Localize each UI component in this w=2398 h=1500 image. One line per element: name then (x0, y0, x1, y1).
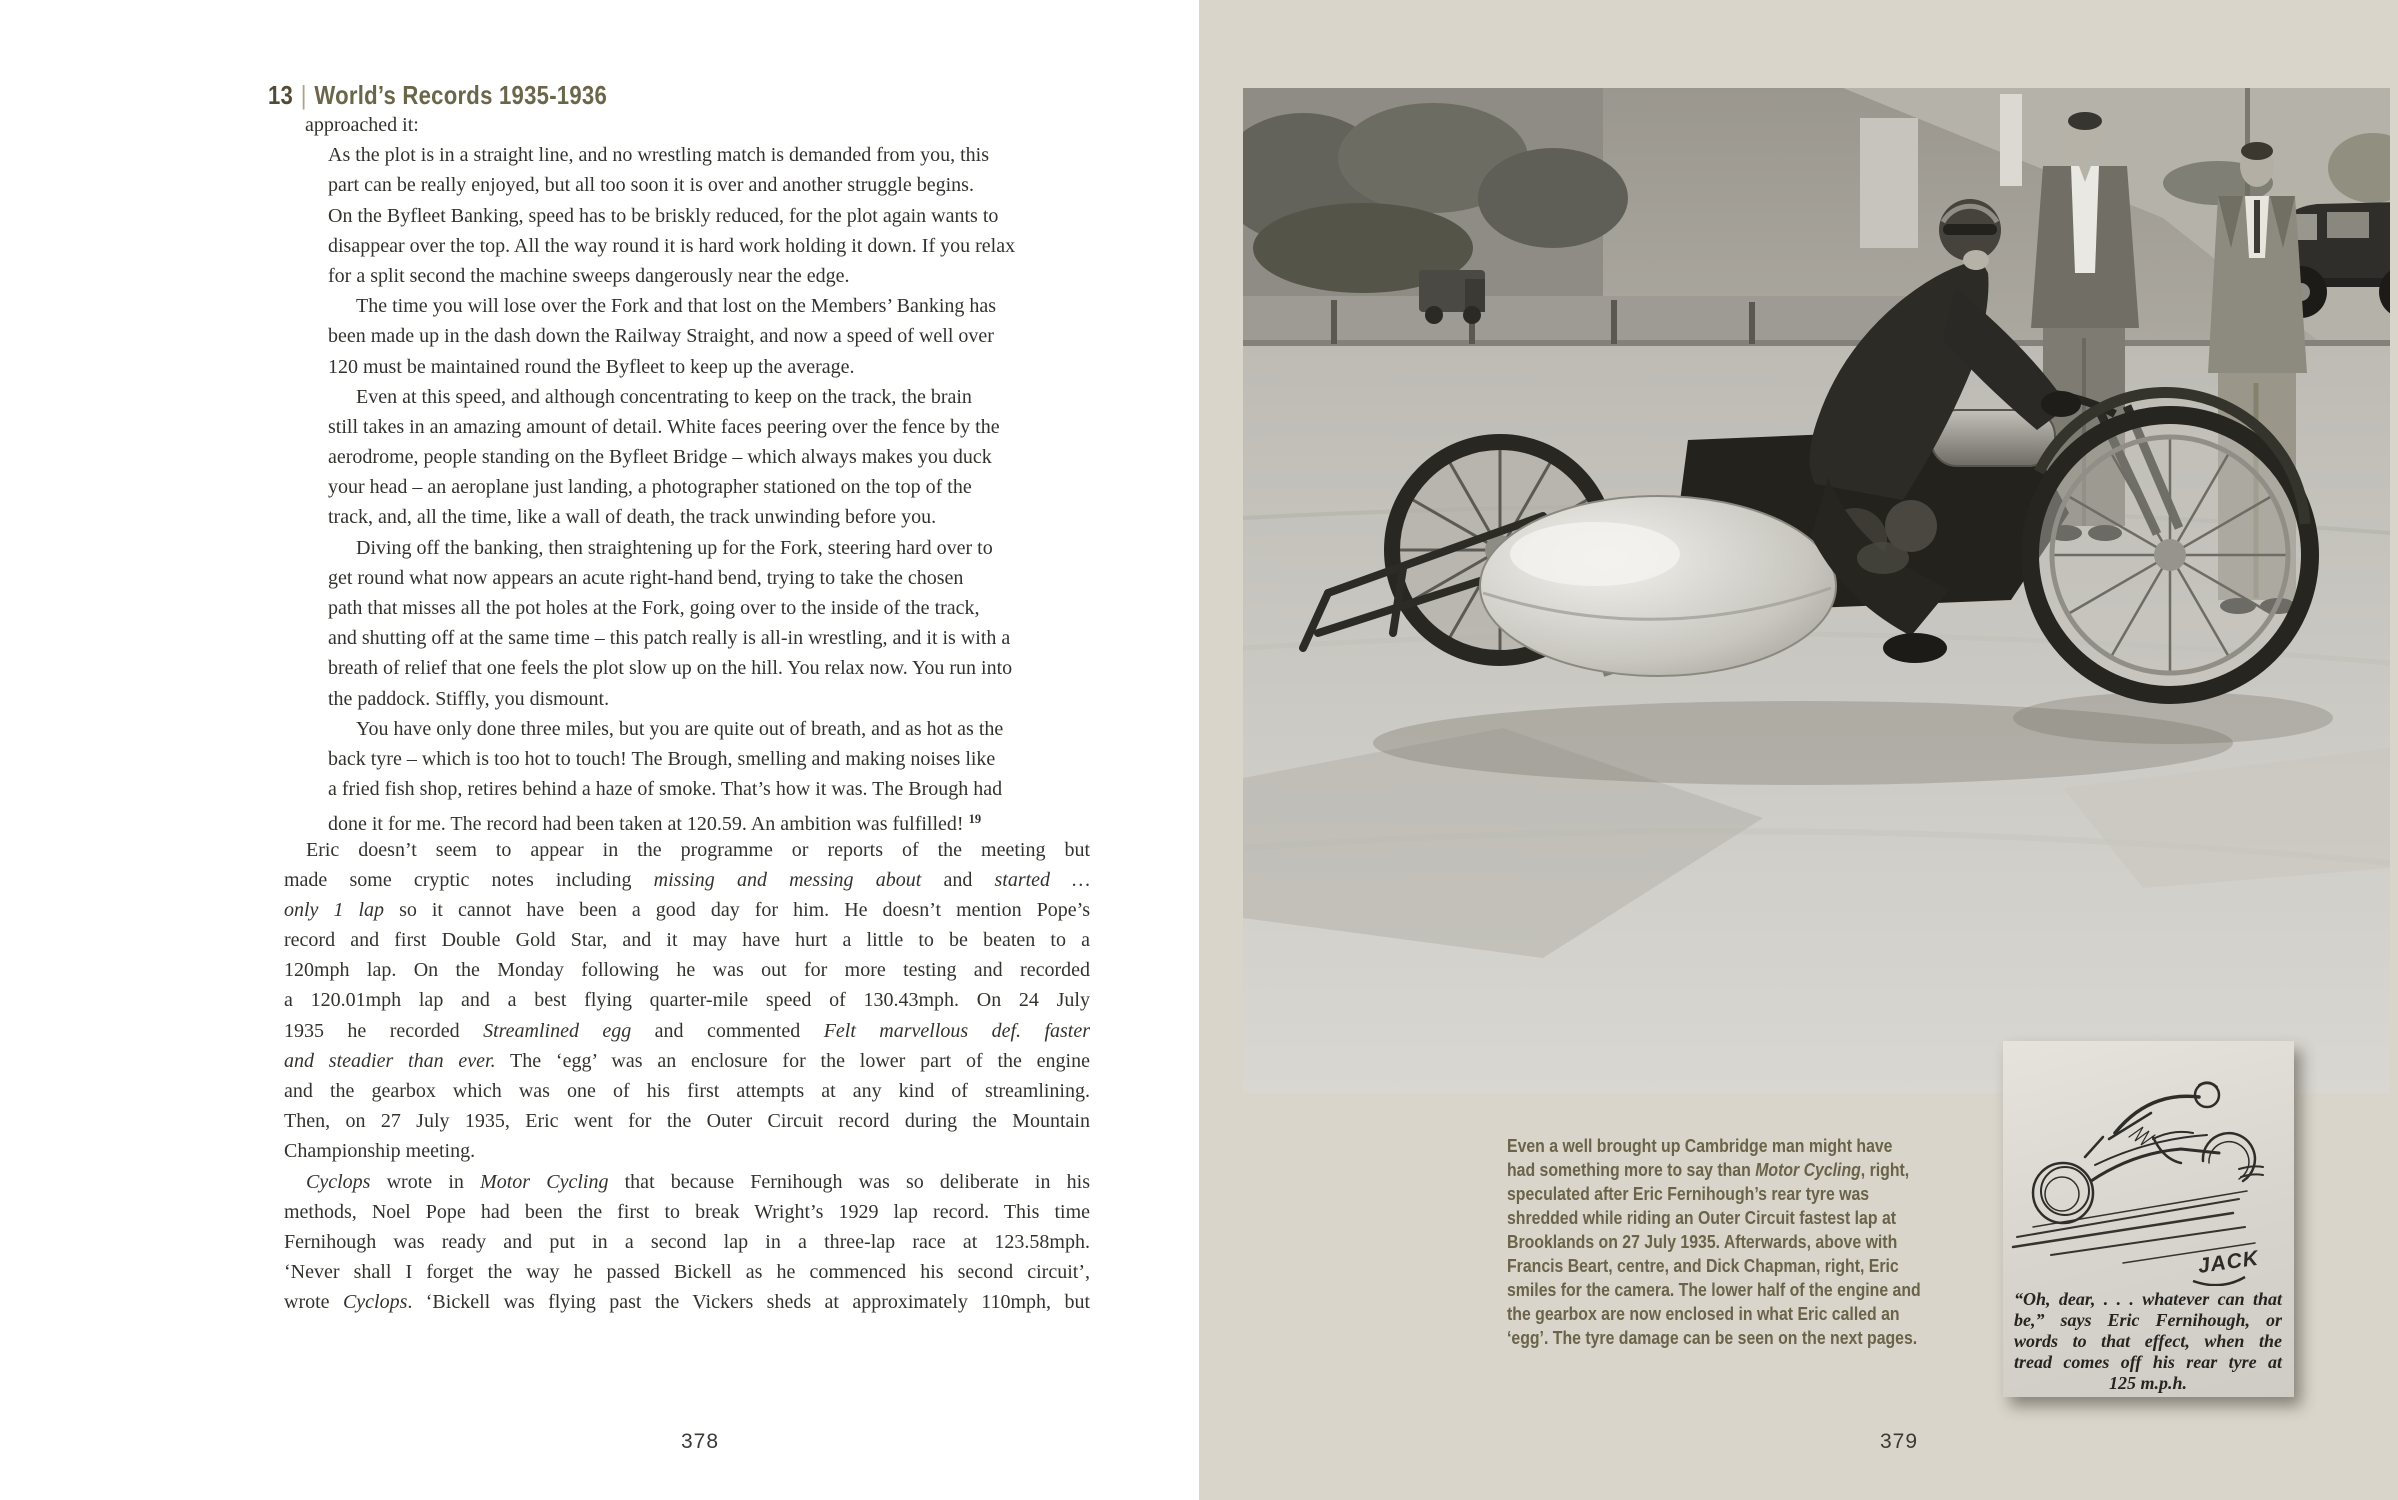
text-line (328, 412, 1040, 442)
chapter-header (268, 82, 607, 108)
egg-fairing (1480, 496, 1836, 676)
text-line (328, 201, 1040, 231)
text-line (2014, 1331, 2282, 1352)
text-line (1507, 1230, 1921, 1254)
front-wheel (2030, 415, 2310, 695)
text-segment: tread comes off his rear tyre at (2014, 1352, 2282, 1372)
text-segment: still takes in an amazing amount of detail. White faces peering over the fence by the (328, 415, 1000, 438)
text-line (328, 684, 1040, 714)
poster-sign (2000, 94, 2022, 186)
text-line (1507, 1278, 1921, 1302)
text-segment: Motor Cycling (480, 1170, 609, 1193)
text-segment: On the Byfleet Banking, speed has to be briskly reduced, for the plot again wants to (328, 204, 999, 227)
text-segment: 125 m.p.h. (2108, 1373, 2187, 1393)
text-segment: Even a well brought up Cambridge man might have (1507, 1136, 1893, 1156)
text-line (1507, 1206, 1921, 1230)
text-segment: record and first Double Gold Star, and it may have hurt a little to be beaten to a (284, 929, 1090, 952)
text-segment: . ‘Bickell was flying past the Vickers sheds at approximately 110mph, but (407, 1291, 1090, 1314)
clipping-caption (2014, 1289, 2282, 1394)
text-segment: and commented (631, 1019, 824, 1042)
text-segment: Even at this speed, and although concentrating to keep on the track, the brain (356, 385, 972, 408)
text-line (328, 261, 1040, 291)
text-segment: methods, Noel Pope had been the first to break Wright’s 1929 lap record. This time (284, 1200, 1090, 1223)
text-line (284, 925, 1090, 955)
text-segment: and (921, 868, 995, 891)
text-line (328, 291, 1068, 321)
text-segment: be,” says Eric Fernihough, or (2014, 1310, 2282, 1330)
page-number-right: 379 (1879, 1430, 1919, 1453)
text-segment: aerodrome, people standing on the Byfleet Bridge – which always makes you duck (328, 446, 992, 469)
sketch-signature: JACK (2196, 1246, 2261, 1278)
text-segment: 1935 he recorded (284, 1019, 484, 1042)
text-segment: breath of relief that one feels the plot slow up on the hill. You relax now. You run into (328, 657, 1013, 680)
text-line (284, 1197, 1090, 1227)
text-segment: ‘egg’. The tyre damage can be seen on the next pages. (1507, 1328, 1918, 1348)
text-line (328, 502, 1040, 532)
chapter-number: 13 (268, 80, 294, 110)
text-segment: Cyclops (306, 1170, 371, 1193)
text-line (1507, 1326, 1921, 1350)
text-segment: Cyclops (342, 1291, 408, 1314)
text-segment: made some cryptic notes including (284, 868, 654, 891)
text-segment: so it cannot have been a good day for him. He doesn’t mention Pope’s (384, 898, 1090, 921)
text-segment: ‘Never shall I forget the way he passed Bickell as he commenced his second circuit’, (284, 1261, 1090, 1284)
header-divider: | (300, 80, 307, 110)
text-line (328, 352, 1040, 382)
text-segment: Diving off the banking, then straightening up for the Fork, steering hard over to (356, 536, 993, 559)
text-line (328, 442, 1040, 472)
text-segment: 120mph lap. On the Monday following he was out for more testing and recorded (284, 959, 1090, 982)
text-line (1507, 1182, 1921, 1206)
text-line (328, 321, 1040, 351)
building (1860, 118, 1918, 248)
text-line (2014, 1310, 2282, 1331)
text-line (284, 955, 1090, 985)
text-segment: only 1 lap (284, 898, 385, 921)
text-line (328, 170, 1040, 200)
text-segment: back tyre – which is too hot to touch! The Brough, smelling and making noises like (328, 747, 996, 770)
text-line (284, 1136, 1090, 1166)
photo-caption (1507, 1134, 1921, 1350)
text-segment: and steadier than ever. (284, 1049, 496, 1072)
text-segment: The ‘egg’ was an enclosure for the lower part of the engine (495, 1049, 1090, 1072)
text-line (284, 1046, 1090, 1076)
text-line (1507, 1302, 1921, 1326)
text-line (284, 865, 1090, 895)
text-line (328, 140, 1040, 170)
text-segment: Fernihough was ready and put in a second lap in a three-lap race at 123.58mph. (284, 1230, 1090, 1253)
text-line (284, 1076, 1090, 1106)
text-segment: a 120.01mph lap and a best flying quarter-mile speed of 130.43mph. On 24 July (284, 989, 1090, 1012)
text-segment: The time you will lose over the Fork and that lost on the Members’ Banking has (356, 295, 997, 318)
text-line (1507, 1134, 1921, 1158)
paddock-wall (1243, 296, 1963, 346)
text-segment: a fried fish shop, retires behind a haze of smoke. That’s how it was. The Brough had (328, 778, 1003, 801)
text-segment: path that misses all the pot holes at the Fork, going over to the inside of the track, (328, 597, 980, 619)
gauntlet-glove (2041, 391, 2081, 417)
text-segment: shredded while riding an Outer Circuit fastest lap at (1507, 1208, 1897, 1228)
text-line (328, 231, 1040, 261)
text-line (1507, 1158, 1921, 1182)
text-segment: disappear over the top. All the way round it is hard work holding it down. If you relax (328, 234, 1016, 257)
text-line (284, 1106, 1090, 1136)
text-line (284, 1167, 1090, 1197)
text-segment: for a split second the machine sweeps dangerously near the edge. (328, 264, 850, 287)
text-line (328, 623, 1040, 653)
text-line (2014, 1352, 2282, 1373)
text-segment: get round what now appears an acute right-hand bend, trying to take the chosen (328, 566, 964, 589)
text-segment: missing and messing about (653, 868, 922, 891)
text-segment: Championship meeting. (284, 1140, 476, 1163)
text-line (2014, 1289, 2282, 1310)
text-segment: Brooklands on 27 July 1935. Afterwards, above with (1507, 1232, 1898, 1252)
text-segment: that because Fernihough was so deliberate in his (608, 1170, 1090, 1193)
text-segment: Streamlined egg (483, 1019, 632, 1042)
text-line (284, 1016, 1090, 1046)
text-line (328, 774, 1040, 804)
cartoon-sketch (2003, 1041, 2294, 1286)
text-segment: You have only done three miles, but you are quite out of breath, and as hot as the (356, 717, 1004, 740)
text-segment: the paddock. Stiffly, you dismount. (328, 687, 610, 710)
text-segment: speculated after Eric Fernihough’s rear tyre was (1507, 1184, 1870, 1204)
body-text-column (284, 110, 1090, 1318)
photo-illustration (1243, 88, 2390, 1093)
text-segment: wrote (284, 1291, 343, 1314)
text-segment: the gearbox are now enclosed in what Eric called an (1507, 1304, 1900, 1324)
page-number-left: 378 (680, 1430, 720, 1453)
brooklands-photo (1243, 88, 2390, 1093)
text-line (284, 1257, 1090, 1287)
text-segment: 120 must be maintained round the Byfleet to keep up the average. (328, 355, 855, 378)
text-segment: done it for me. The record had been taken at 120.59. An ambition was fulfilled! (328, 813, 969, 836)
text-line (328, 744, 1040, 774)
text-line (328, 714, 1068, 744)
text-segment: words to that effect, when the (2014, 1331, 2282, 1351)
text-line (328, 593, 1040, 623)
text-segment: and shutting off at the same time – this patch really is all-in wrestling, and it is with a (328, 627, 1011, 650)
text-segment: track, and, all the time, like a wall of death, the track unwinding before you. (328, 506, 937, 529)
text-segment: Eric doesn’t seem to appear in the programme or reports of the meeting but (306, 838, 1090, 861)
boot (1883, 633, 1947, 663)
text-line (328, 533, 1068, 563)
text-segment: Motor Cycling (1755, 1160, 1861, 1180)
sketch-motorcycle (2033, 1082, 2263, 1223)
text-line (328, 563, 1040, 593)
text-line (2014, 1373, 2282, 1394)
text-line (328, 653, 1040, 683)
text-segment: been made up in the dash down the Railway Straight, and now a speed of well over (328, 325, 994, 348)
text-line (328, 472, 1040, 502)
text-line (284, 835, 1090, 865)
text-segment: Then, on 27 July 1935, Eric went for the Outer Circuit record during the Mountain (284, 1110, 1090, 1133)
text-line (284, 110, 1090, 140)
text-line (328, 382, 1068, 412)
text-segment: and the gearbox which was one of his first attempts at any kind of streamlining. (284, 1080, 1090, 1102)
text-segment: approached it: (305, 114, 419, 136)
text-segment: As the plot is in a straight line, and no wrestling match is demanded from you, this (328, 144, 990, 167)
text-segment: had something more to say than (1507, 1160, 1756, 1180)
text-segment: Felt marvellous def. faster (823, 1019, 1090, 1042)
text-segment: wrote in (370, 1170, 481, 1193)
text-segment: “Oh, dear, . . . whatever can that (2014, 1289, 2282, 1309)
text-line (284, 1287, 1090, 1317)
chapter-title: World’s Records 1935-1936 (314, 80, 607, 110)
sketch-illustration (2003, 1041, 2294, 1286)
text-segment: 19 (968, 812, 982, 827)
text-line (1507, 1254, 1921, 1278)
text-segment: your head – an aeroplane just landing, a photographer stationed on the top of the (328, 476, 972, 499)
text-line (284, 985, 1090, 1015)
motor-cycling-clipping (2003, 1041, 2294, 1397)
text-segment: started … (994, 868, 1091, 891)
text-segment: part can be really enjoyed, but all too soon it is over and another struggle begins. (328, 174, 974, 197)
text-line (284, 1227, 1090, 1257)
text-line (328, 804, 1040, 834)
text-segment: , right, (1860, 1160, 1910, 1180)
text-line (284, 895, 1090, 925)
text-segment: smiles for the camera. The lower half of the engine and (1507, 1280, 1921, 1300)
goggles (1943, 224, 1997, 235)
text-segment: Francis Beart, centre, and Dick Chapman, right, Eric (1507, 1256, 1899, 1276)
